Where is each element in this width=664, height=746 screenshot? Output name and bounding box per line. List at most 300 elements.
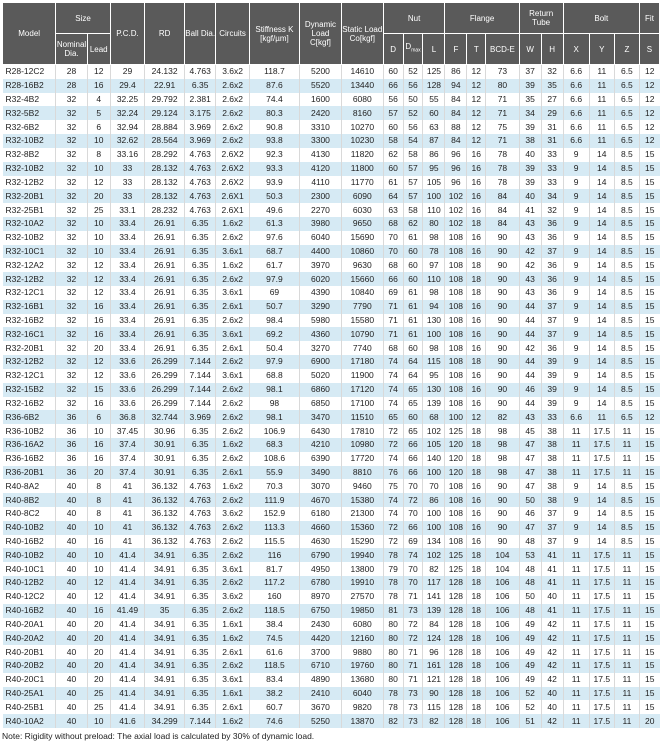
header-tube-h: H [541,34,563,65]
value-cell: 11 [563,466,589,480]
value-cell: 24.132 [145,65,185,79]
value-cell: 9650 [341,217,383,231]
value-cell: 80 [383,618,403,632]
value-cell: 74.4 [249,93,299,107]
value-cell: 3.6x1 [216,369,249,383]
value-cell: 124 [423,631,445,645]
value-cell: 33 [110,189,145,203]
value-cell: 4120 [300,162,342,176]
value-cell: 8.5 [614,355,639,369]
value-cell: 42 [541,714,563,728]
value-cell: 38 [541,452,563,466]
value-cell: 141 [423,590,445,604]
table-row [3,397,660,411]
value-cell: 16 [467,507,486,521]
value-cell: 47 [519,466,541,480]
value-cell: 15 [639,424,659,438]
value-cell: 15 [639,189,659,203]
value-cell: 4.763 [184,189,215,203]
value-cell: 47 [519,479,541,493]
value-cell: 4 [87,93,110,107]
value-cell: 102 [445,217,467,231]
value-cell: 61.3 [249,217,299,231]
value-cell: 11 [563,438,589,452]
value-cell: 29.792 [145,93,185,107]
value-cell: 32.94 [110,120,145,134]
value-cell: 160 [249,590,299,604]
value-cell: 12 [87,576,110,590]
table-row [3,134,660,148]
table-row [3,576,660,590]
value-cell: 60 [403,245,423,259]
value-cell: 19850 [341,604,383,618]
value-cell: 6.35 [184,645,215,659]
value-cell: 106 [486,618,519,632]
value-cell: 36 [56,438,87,452]
value-cell: 56 [403,79,423,93]
value-cell: 16 [467,397,486,411]
value-cell: 82 [423,714,445,728]
value-cell: 36.8 [110,410,145,424]
value-cell: 50 [519,590,541,604]
value-cell: 26.91 [145,300,185,314]
value-cell: 15 [639,604,659,618]
value-cell: 69 [249,286,299,300]
value-cell: 18 [467,618,486,632]
value-cell: 105 [423,438,445,452]
value-cell: 93.3 [249,162,299,176]
value-cell: 12 [467,410,486,424]
value-cell: 18 [467,604,486,618]
value-cell: 9 [563,493,589,507]
value-cell: 49 [519,618,541,632]
value-cell: 125 [445,562,467,576]
value-cell: 9630 [341,258,383,272]
value-cell: 41.4 [110,700,145,714]
value-cell: 38.4 [249,618,299,632]
value-cell: 44 [519,327,541,341]
value-cell: 6030 [341,203,383,217]
value-cell: 15 [639,535,659,549]
value-cell: 6790 [300,548,342,562]
table-row [3,341,660,355]
value-cell: 5980 [300,314,342,328]
value-cell: 108 [445,479,467,493]
table-row [3,327,660,341]
value-cell: 25 [87,687,110,701]
value-cell: 37.4 [110,452,145,466]
value-cell: 11 [589,120,614,134]
value-cell: 16 [467,521,486,535]
value-cell: 38 [519,134,541,148]
value-cell: 32 [56,355,87,369]
value-cell: 33.1 [110,203,145,217]
table-row [3,438,660,452]
value-cell: 12 [639,106,659,120]
value-cell: 4400 [300,245,342,259]
value-cell: 4.763 [184,479,215,493]
value-cell: 64 [403,369,423,383]
value-cell: 40 [56,645,87,659]
model-cell: R32-12C1 [3,369,56,383]
value-cell: 90 [486,369,519,383]
value-cell: 15690 [341,231,383,245]
table-row [3,65,660,79]
value-cell: 15 [639,369,659,383]
value-cell: 50 [403,93,423,107]
value-cell: 3.6x2 [216,590,249,604]
value-cell: 108 [445,507,467,521]
value-cell: 47 [519,521,541,535]
value-cell: 20 [87,645,110,659]
value-cell: 11 [614,673,639,687]
value-cell: 15 [639,217,659,231]
value-cell: 84 [486,189,519,203]
value-cell: 3.6x1 [216,327,249,341]
value-cell: 106 [486,700,519,714]
value-cell: 9 [563,507,589,521]
value-cell: 63 [383,203,403,217]
value-cell: 22.91 [145,79,185,93]
value-cell: 66 [403,452,423,466]
value-cell: 6430 [300,424,342,438]
value-cell: 12 [87,590,110,604]
value-cell: 12 [87,258,110,272]
value-cell: 125 [445,548,467,562]
value-cell: 11 [563,590,589,604]
value-cell: 10 [87,217,110,231]
value-cell: 102 [445,189,467,203]
value-cell: 65 [403,383,423,397]
value-cell: 8.5 [614,300,639,314]
value-cell: 63 [423,120,445,134]
value-cell: 108 [445,245,467,259]
value-cell: 4.763 [184,507,215,521]
value-cell: 8.5 [614,189,639,203]
value-cell: 108 [445,355,467,369]
value-cell: 78 [486,176,519,190]
value-cell: 33 [541,410,563,424]
value-cell: 34.91 [145,576,185,590]
value-cell: 84 [486,217,519,231]
value-cell: 16 [467,327,486,341]
value-cell: 6.35 [184,300,215,314]
value-cell: 70 [423,479,445,493]
value-cell: 8.5 [614,245,639,259]
value-cell: 58 [403,203,423,217]
value-cell: 70 [403,507,423,521]
value-cell: 11 [563,673,589,687]
value-cell: 39 [541,355,563,369]
value-cell: 12 [639,79,659,93]
value-cell: 60 [403,410,423,424]
value-cell: 6180 [300,507,342,521]
header-static-load: Static Load Co[kgf] [341,3,383,65]
value-cell: 43 [519,217,541,231]
value-cell: 128 [445,700,467,714]
value-cell: 12 [639,65,659,79]
value-cell: 32.24 [110,106,145,120]
value-cell: 16 [87,300,110,314]
value-cell: 108 [445,369,467,383]
value-cell: 115.5 [249,535,299,549]
value-cell: 33.4 [110,327,145,341]
value-cell: 12 [467,65,486,79]
value-cell: 26.91 [145,272,185,286]
value-cell: 61 [403,286,423,300]
value-cell: 11 [563,562,589,576]
value-cell: 57 [383,106,403,120]
value-cell: 16 [467,148,486,162]
value-cell: 33 [110,176,145,190]
value-cell: 108 [445,231,467,245]
value-cell: 6.6 [563,106,589,120]
value-cell: 3700 [300,645,342,659]
value-cell: 9460 [341,479,383,493]
value-cell: 106 [486,659,519,673]
value-cell: 35 [145,604,185,618]
value-cell: 36 [541,286,563,300]
value-cell: 2.6x2 [216,272,249,286]
value-cell: 28 [56,79,87,93]
value-cell: 15 [639,576,659,590]
value-cell: 40 [541,687,563,701]
value-cell: 17.5 [589,424,614,438]
value-cell: 4.763 [184,203,215,217]
value-cell: 80 [423,217,445,231]
value-cell: 74.5 [249,631,299,645]
value-cell: 37 [541,507,563,521]
value-cell: 41.4 [110,631,145,645]
model-cell: R32-20B1 [3,189,56,203]
value-cell: 128 [445,659,467,673]
table-row [3,189,660,203]
value-cell: 6.35 [184,245,215,259]
value-cell: 32 [56,120,87,134]
value-cell: 42 [541,659,563,673]
table-row [3,120,660,134]
value-cell: 4.763 [184,162,215,176]
value-cell: 100 [423,466,445,480]
value-cell: 14 [589,162,614,176]
value-cell: 41.4 [110,673,145,687]
value-cell: 11 [614,576,639,590]
value-cell: 16 [467,176,486,190]
value-cell: 93.8 [249,134,299,148]
value-cell: 70.3 [249,479,299,493]
value-cell: 78 [383,700,403,714]
value-cell: 86 [445,65,467,79]
value-cell: 49.6 [249,203,299,217]
value-cell: 7.144 [184,397,215,411]
value-cell: 14 [589,272,614,286]
value-cell: 19940 [341,548,383,562]
value-cell: 34.91 [145,631,185,645]
table-row [3,148,660,162]
value-cell: 65 [403,397,423,411]
value-cell: 32 [56,314,87,328]
value-cell: 16 [87,79,110,93]
value-cell: 6.35 [184,217,215,231]
value-cell: 30.91 [145,466,185,480]
table-row [3,314,660,328]
value-cell: 72 [383,535,403,549]
value-cell: 16 [467,383,486,397]
value-cell: 37 [519,65,541,79]
value-cell: 71 [486,134,519,148]
value-cell: 8160 [341,106,383,120]
value-cell: 6.6 [563,410,589,424]
table-row [3,659,660,673]
model-cell: R32-10B2 [3,134,56,148]
value-cell: 39 [541,383,563,397]
value-cell: 32 [541,203,563,217]
value-cell: 20 [87,659,110,673]
value-cell: 60 [383,162,403,176]
value-cell: 36.132 [145,479,185,493]
value-cell: 8.5 [614,507,639,521]
table-row [3,176,660,190]
value-cell: 6040 [300,231,342,245]
value-cell: 3270 [300,341,342,355]
value-cell: 128 [445,576,467,590]
value-cell: 39 [519,120,541,134]
value-cell: 6850 [300,397,342,411]
value-cell: 84 [445,134,467,148]
value-cell: 18 [467,466,486,480]
value-cell: 17.5 [589,659,614,673]
value-cell: 66 [403,466,423,480]
value-cell: 128 [445,687,467,701]
value-cell: 2.6x2 [216,79,249,93]
model-cell: R32-12B2 [3,176,56,190]
value-cell: 115 [423,355,445,369]
value-cell: 102 [423,424,445,438]
value-cell: 26.299 [145,383,185,397]
table-row [3,383,660,397]
value-cell: 71 [383,300,403,314]
value-cell: 32 [56,286,87,300]
value-cell: 11 [589,79,614,93]
value-cell: 11 [589,93,614,107]
header-flange-t: T [467,34,486,65]
value-cell: 33.6 [110,397,145,411]
value-cell: 11 [614,645,639,659]
value-cell: 11 [563,548,589,562]
value-cell: 74 [383,493,403,507]
value-cell: 33.4 [110,300,145,314]
table-row [3,535,660,549]
value-cell: 12 [467,120,486,134]
value-cell: 83.4 [249,673,299,687]
value-cell: 49 [519,659,541,673]
value-cell: 61 [403,300,423,314]
value-cell: 6.35 [184,590,215,604]
value-cell: 41 [110,493,145,507]
value-cell: 2430 [300,618,342,632]
value-cell: 11 [614,631,639,645]
value-cell: 6020 [300,272,342,286]
value-cell: 90 [486,383,519,397]
value-cell: 11 [614,438,639,452]
value-cell: 9 [563,327,589,341]
value-cell: 40 [56,604,87,618]
value-cell: 12 [639,134,659,148]
value-cell: 57 [403,162,423,176]
value-cell: 15 [639,176,659,190]
value-cell: 15 [639,493,659,507]
value-cell: 35 [541,79,563,93]
value-cell: 3970 [300,258,342,272]
value-cell: 82 [423,562,445,576]
value-cell: 14 [589,176,614,190]
value-cell: 33.6 [110,369,145,383]
value-cell: 41.4 [110,576,145,590]
value-cell: 61.7 [249,258,299,272]
value-cell: 2.6x1 [216,300,249,314]
value-cell: 78 [423,245,445,259]
value-cell: 15 [639,618,659,632]
value-cell: 2.6X2 [216,162,249,176]
value-cell: 11510 [341,410,383,424]
value-cell: 17.5 [589,438,614,452]
value-cell: 115 [423,700,445,714]
value-cell: 36 [56,424,87,438]
value-cell: 8.5 [614,383,639,397]
value-cell: 111.9 [249,493,299,507]
value-cell: 98.4 [249,314,299,328]
table-row [3,272,660,286]
value-cell: 1.6x2 [216,479,249,493]
value-cell: 78 [383,590,403,604]
value-cell: 15 [639,521,659,535]
value-cell: 11 [614,590,639,604]
value-cell: 92.3 [249,148,299,162]
value-cell: 18 [467,424,486,438]
value-cell: 8810 [341,466,383,480]
value-cell: 108 [445,272,467,286]
value-cell: 90 [486,341,519,355]
value-cell: 36 [56,410,87,424]
value-cell: 34.91 [145,645,185,659]
value-cell: 108 [445,521,467,535]
value-cell: 9 [563,369,589,383]
value-cell: 16 [87,535,110,549]
value-cell: 108 [445,286,467,300]
value-cell: 31 [541,120,563,134]
value-cell: 32 [56,176,87,190]
value-cell: 6.35 [184,687,215,701]
footnote: Note: Rigidity without preload: The axial load is calculated by 30% of dynamic load. [2,731,315,741]
value-cell: 6.35 [184,341,215,355]
value-cell: 62 [383,148,403,162]
value-cell: 30.91 [145,452,185,466]
value-cell: 41.4 [110,687,145,701]
value-cell: 26.91 [145,314,185,328]
value-cell: 2.6x2 [216,134,249,148]
header-flange-f: F [445,34,467,65]
value-cell: 6 [87,120,110,134]
value-cell: 118.7 [249,65,299,79]
value-cell: 108 [445,383,467,397]
value-cell: 8 [87,493,110,507]
value-cell: 17180 [341,355,383,369]
value-cell: 74 [383,355,403,369]
value-cell: 70 [383,245,403,259]
value-cell: 106 [486,590,519,604]
value-cell: 60 [383,120,403,134]
value-cell: 108 [445,535,467,549]
